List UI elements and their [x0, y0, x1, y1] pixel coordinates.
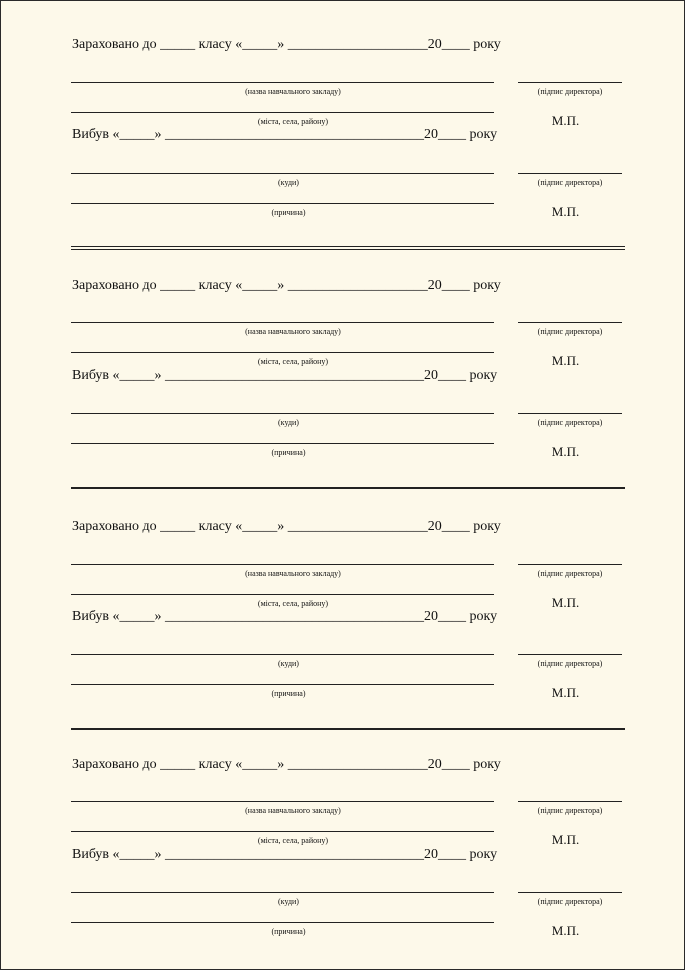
destination-line	[71, 413, 494, 414]
reason-caption: (причина)	[271, 689, 306, 698]
signature-line-2	[518, 892, 622, 893]
school-name-line	[71, 82, 494, 83]
enrolled-line: Зараховано до _____ класу «_____» ____________________20____ року	[72, 757, 501, 772]
place-line	[71, 594, 494, 595]
record-section-3	[1, 482, 685, 722]
seal-label-1: М.П.	[551, 832, 580, 847]
seal-label-1: М.П.	[551, 113, 580, 128]
destination-caption: (куди)	[278, 418, 299, 427]
left-line: Вибув «_____» _____________________________________20____ року	[72, 368, 498, 383]
place-caption: (міста, села, району)	[257, 836, 329, 845]
destination-caption: (куди)	[278, 178, 299, 187]
signature-line-2	[518, 173, 622, 174]
left-line: Вибув «_____» _____________________________________20____ року	[72, 127, 498, 142]
reason-caption: (причина)	[271, 927, 306, 936]
signature-caption-2: (підпис директора)	[537, 178, 603, 187]
destination-line	[71, 654, 494, 655]
reason-line	[71, 443, 494, 444]
signature-caption-1: (підпис директора)	[537, 569, 603, 578]
seal-label-2: М.П.	[551, 685, 580, 700]
school-name-caption: (назва навчального закладу)	[245, 327, 341, 336]
seal-label-1: М.П.	[551, 595, 580, 610]
reason-caption: (причина)	[271, 448, 306, 457]
school-name-caption: (назва навчального закладу)	[245, 806, 341, 815]
seal-label-2: М.П.	[551, 923, 580, 938]
seal-label-2: М.П.	[551, 444, 580, 459]
enrolled-line: Зараховано до _____ класу «_____» ____________________20____ року	[72, 519, 501, 534]
place-caption: (міста, села, району)	[257, 357, 329, 366]
reason-line	[71, 203, 494, 204]
signature-line-1	[518, 82, 622, 83]
place-line	[71, 112, 494, 113]
seal-label-1: М.П.	[551, 353, 580, 368]
destination-caption: (куди)	[278, 659, 299, 668]
left-line: Вибув «_____» _____________________________________20____ року	[72, 609, 498, 624]
signature-caption-2: (підпис директора)	[537, 897, 603, 906]
record-section-4	[1, 719, 685, 959]
left-line: Вибув «_____» _____________________________________20____ року	[72, 847, 498, 862]
reason-caption: (причина)	[271, 208, 306, 217]
signature-line-1	[518, 322, 622, 323]
signature-line-1	[518, 564, 622, 565]
signature-caption-1: (підпис директора)	[537, 327, 603, 336]
reason-line	[71, 684, 494, 685]
record-section-1	[1, 1, 685, 241]
reason-line	[71, 922, 494, 923]
destination-line	[71, 892, 494, 893]
destination-line	[71, 173, 494, 174]
record-section-2	[1, 241, 685, 481]
signature-line-1	[518, 801, 622, 802]
enrolled-line: Зараховано до _____ класу «_____» ____________________20____ року	[72, 278, 501, 293]
school-name-caption: (назва навчального закладу)	[245, 87, 341, 96]
place-caption: (міста, села, району)	[257, 599, 329, 608]
enrolled-line: Зараховано до _____ класу «_____» ____________________20____ року	[72, 37, 501, 52]
signature-caption-1: (підпис директора)	[537, 806, 603, 815]
signature-caption-2: (підпис директора)	[537, 418, 603, 427]
school-name-caption: (назва навчального закладу)	[245, 569, 341, 578]
signature-line-2	[518, 654, 622, 655]
school-name-line	[71, 564, 494, 565]
school-name-line	[71, 801, 494, 802]
place-line	[71, 352, 494, 353]
signature-caption-2: (підпис директора)	[537, 659, 603, 668]
signature-caption-1: (підпис директора)	[537, 87, 603, 96]
place-caption: (міста, села, району)	[257, 117, 329, 126]
place-line	[71, 831, 494, 832]
destination-caption: (куди)	[278, 897, 299, 906]
school-name-line	[71, 322, 494, 323]
seal-label-2: М.П.	[551, 204, 580, 219]
signature-line-2	[518, 413, 622, 414]
